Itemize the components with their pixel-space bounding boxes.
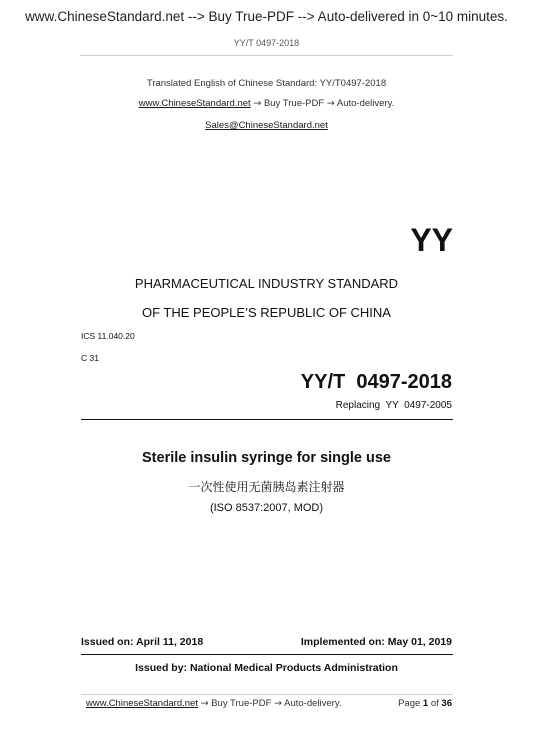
iso-reference: (ISO 8537:2007, MOD) — [209, 502, 324, 514]
arrow-right-icon: → — [274, 698, 283, 709]
arrow-right-icon: → — [253, 98, 262, 109]
running-header: YY/T 0497-2018 — [233, 38, 300, 48]
implemented-on-date: Implemented on: May 01, 2019 — [300, 636, 452, 648]
footer-links — [86, 698, 342, 709]
document-title-chinese: 一次性使用无菌胰岛素注射器 — [188, 480, 345, 494]
footer-site-link[interactable]: www.ChineseStandard.net — [86, 698, 198, 709]
site-link[interactable]: www.ChineseStandard.net — [138, 98, 251, 109]
title-divider — [81, 419, 453, 420]
delivery-text: Auto-delivery. — [336, 98, 395, 109]
footer-divider — [81, 694, 453, 695]
buy-text: Buy True-PDF — [263, 98, 325, 109]
top-banner-text: www.ChineseStandard.net --> Buy True-PDF --> Auto-delivered in 0~10 minutes. — [25, 9, 508, 24]
document-title-english: Sterile insulin syringe for single use — [142, 450, 391, 466]
ics-code: ICS 11.040.20 — [81, 331, 135, 341]
replacing-note: Replacing YY 0497-2005 — [335, 400, 452, 411]
page-label: Page — [398, 698, 421, 709]
page-total: 36 — [441, 698, 452, 709]
arrow-right-icon: → — [326, 98, 335, 109]
standard-category-line-2: OF THE PEOPLE’S REPUBLIC OF CHINA — [142, 305, 391, 320]
page-current: 1 — [422, 698, 429, 709]
dates-divider — [81, 654, 453, 655]
top-banner — [0, 9, 533, 24]
translated-notice: Translated English of Chinese Standard: YY/T0497-2018 — [146, 78, 387, 89]
page-of: of — [430, 698, 439, 709]
standard-mark: YY — [410, 222, 453, 258]
email-line — [0, 120, 533, 131]
issued-on-date: Issued on: April 11, 2018 — [81, 636, 204, 648]
ccs-code: C 31 — [81, 353, 99, 363]
issuing-authority: Issued by: National Medical Products Administration — [135, 662, 398, 674]
page-indicator — [398, 698, 452, 709]
footer-delivery-text: Auto-delivery. — [284, 698, 342, 709]
standard-category-line-1: PHARMACEUTICAL INDUSTRY STANDARD — [134, 276, 399, 291]
arrow-right-icon: → — [200, 698, 209, 709]
footer-buy-text: Buy True-PDF — [211, 698, 272, 709]
buy-line — [0, 98, 533, 109]
email-link[interactable]: Sales@ChineseStandard.net — [205, 120, 328, 131]
header-divider — [80, 55, 453, 56]
standard-number: YY/T 0497-2018 — [300, 371, 452, 393]
